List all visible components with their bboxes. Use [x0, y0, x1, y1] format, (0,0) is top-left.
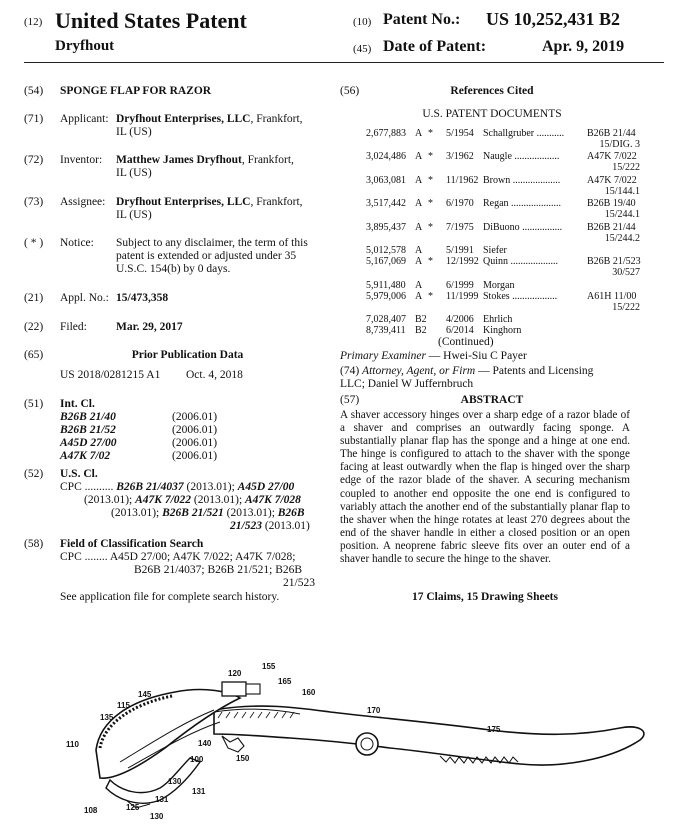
- reference-class: B26B 19/40: [587, 198, 636, 209]
- field-search-line-2: B26B 21/4037; B26B 21/521; B26B: [134, 564, 303, 576]
- assignee-value: Dryfhout Enterprises, LLC, Frankfort,: [116, 196, 303, 208]
- ref-label: 115: [117, 701, 130, 710]
- reference-kind: A: [415, 128, 423, 139]
- applicant-location: IL (US): [116, 126, 152, 138]
- reference-inventor: Brown ...................: [483, 175, 561, 186]
- abstract-text: A shaver accessory hinges over a sharp edge of a razor blade of a shaver and comprises an outwardly facing sponge. A substantially planar flap has the sponge and a hinge at one end. The hinge is configured to attach to the shaver with the sponge facing at least outwardly when the flap is hinged over the sharp edge of the razor blade of the shaver. A securing mechanism coupled to another end opposite the one end is configured to variably attach the another end of the substantially planar flap to the shaver when the hinge rotates at least 270 degrees about the end of the shaver handle in either a closed position or an open position. A neoprene fabric sleeve fits over an outer end of a shaver handle to secure the hinge to the shaver.: [340, 409, 630, 566]
- reference-kind: A: [415, 222, 423, 233]
- kind-code: (12): [24, 16, 43, 28]
- f65-code: (65): [24, 349, 44, 361]
- prior-pub-number: US 2018/0281215 A1: [60, 369, 161, 381]
- int-cl-year: (2006.01): [172, 411, 218, 423]
- f51-code: (51): [24, 398, 44, 410]
- assignee-location: IL (US): [116, 209, 152, 221]
- int-cl-title: Int. Cl.: [60, 398, 95, 410]
- reference-number: 3,063,081: [366, 175, 406, 186]
- ref-label: 131: [192, 787, 206, 796]
- reference-class-secondary: 15/222: [612, 162, 640, 173]
- references-title: References Cited: [450, 85, 534, 97]
- reference-inventor: Schallgruber ...........: [483, 128, 565, 139]
- reference-date: 6/1970: [446, 198, 474, 209]
- reference-number: 3,024,486: [366, 151, 406, 162]
- reference-examiner-cited: *: [428, 256, 433, 267]
- int-cl-year: (2006.01): [172, 437, 218, 449]
- reference-kind: A: [415, 151, 423, 162]
- ref-label: 100: [190, 755, 204, 764]
- reference-class-secondary: 15/DIG. 3: [599, 139, 640, 150]
- notice-line-2: patent is extended or adjusted under 35: [116, 250, 297, 262]
- applicant-value: Dryfhout Enterprises, LLC, Frankfort,: [116, 113, 303, 125]
- reference-inventor: Morgan: [483, 280, 515, 291]
- int-cl-year: (2006.01): [172, 450, 218, 462]
- patent-no-label: Patent No.:: [383, 11, 461, 28]
- reference-class: B26B 21/44: [587, 222, 636, 233]
- reference-class-secondary: 15/144.1: [604, 186, 640, 197]
- reference-class-secondary: 30/527: [612, 267, 640, 278]
- cpc-line-1: CPC .......... B26B 21/4037 (2013.01); A45D 27/00: [60, 481, 295, 493]
- abstract-title: ABSTRACT: [460, 394, 524, 406]
- reference-number: 5,911,480: [366, 280, 406, 291]
- inventor-value: Matthew James Dryfhout, Frankfort,: [116, 154, 294, 166]
- ref-label: 175: [487, 725, 501, 734]
- reference-number: 5,167,069: [366, 256, 406, 267]
- reference-examiner-cited: *: [428, 128, 433, 139]
- reference-inventor: Ehrlich: [483, 314, 513, 325]
- reference-number: 5,012,578: [366, 245, 406, 256]
- reference-number: 7,028,407: [366, 314, 406, 325]
- patent-no-code: (10): [353, 16, 372, 28]
- reference-examiner-cited: *: [428, 175, 433, 186]
- reference-class: B26B 21/44: [587, 128, 636, 139]
- ref-label: 120: [228, 669, 242, 678]
- ref-label: 131: [155, 795, 169, 804]
- reference-date: 4/2006: [446, 314, 474, 325]
- notice-code: ( * ): [24, 237, 44, 249]
- f58-code: (58): [24, 538, 44, 550]
- document-title: United States Patent: [55, 8, 247, 33]
- ref-label: 165: [278, 677, 292, 686]
- attorney-line-1: (74) Attorney, Agent, or Firm — Patents and Licensing: [340, 365, 594, 377]
- int-cl-code: B26B 21/40: [60, 411, 116, 423]
- reference-kind: B2: [415, 314, 427, 325]
- reference-date: 11/1999: [446, 291, 479, 302]
- reference-examiner-cited: *: [428, 198, 433, 209]
- cpc-line-4: 21/523 (2013.01): [230, 520, 310, 532]
- prior-pub-date: Oct. 4, 2018: [186, 369, 243, 381]
- ref-label: 125: [126, 803, 140, 812]
- ref-label: 150: [236, 754, 250, 763]
- cpc-line-2: (2013.01); A47K 7/022 (2013.01); A47K 7/028: [84, 494, 301, 506]
- reference-inventor: Quinn ...................: [483, 256, 558, 267]
- reference-number: 3,895,437: [366, 222, 406, 233]
- reference-kind: A: [415, 256, 423, 267]
- reference-inventor: Regan ....................: [483, 198, 562, 209]
- ref-label: 140: [198, 739, 212, 748]
- reference-kind: A: [415, 245, 423, 256]
- ref-label: 108: [84, 806, 98, 815]
- reference-kind: A: [415, 198, 423, 209]
- ref-label: 135: [100, 713, 114, 722]
- reference-inventor: Stokes ..................: [483, 291, 558, 302]
- field-search-line-3: 21/523: [283, 577, 315, 589]
- f56-code: (56): [340, 85, 360, 97]
- int-cl-code: A47K 7/02: [60, 450, 111, 462]
- reference-class: A47K 7/022: [587, 151, 637, 162]
- f54-code: (54): [24, 85, 44, 97]
- notice-label: Notice:: [60, 237, 94, 249]
- reference-inventor: Siefer: [483, 245, 507, 256]
- reference-date: 3/1962: [446, 151, 474, 162]
- reference-examiner-cited: *: [428, 222, 433, 233]
- int-cl-code: B26B 21/52: [60, 424, 116, 436]
- int-cl-code: A45D 27/00: [60, 437, 117, 449]
- f57-code: (57): [340, 394, 360, 406]
- reference-number: 3,517,442: [366, 198, 406, 209]
- inventor-location: IL (US): [116, 167, 152, 179]
- patent-date: Apr. 9, 2019: [542, 38, 625, 55]
- date-label: Date of Patent:: [383, 38, 487, 55]
- f73-code: (73): [24, 196, 44, 208]
- f52-code: (52): [24, 468, 44, 480]
- claims-summary: 17 Claims, 15 Drawing Sheets: [412, 591, 558, 603]
- reference-class: B26B 21/523: [587, 256, 641, 267]
- reference-class: A47K 7/022: [587, 175, 637, 186]
- search-history-note: See application file for complete search history.: [60, 591, 280, 603]
- reference-number: 8,739,411: [366, 325, 406, 336]
- reference-class: A61H 11/00: [587, 291, 637, 302]
- reference-inventor: Kinghorn: [483, 325, 522, 336]
- ref-label: 170: [367, 706, 381, 715]
- field-search-title: Field of Classification Search: [60, 538, 204, 550]
- us-docs-title: U.S. PATENT DOCUMENTS: [422, 108, 562, 120]
- f22-code: (22): [24, 321, 44, 333]
- us-cl-title: U.S. Cl.: [60, 468, 98, 480]
- patent-number: US 10,252,431 B2: [486, 9, 621, 29]
- ref-label: 130: [168, 777, 182, 786]
- reference-class-secondary: 15/222: [612, 302, 640, 313]
- reference-kind: A: [415, 291, 423, 302]
- primary-examiner: Primary Examiner — Hwei-Siu C Payer: [340, 350, 527, 362]
- date-code: (45): [353, 43, 372, 55]
- ref-label: 110: [66, 740, 79, 749]
- int-cl-year: (2006.01): [172, 424, 218, 436]
- prior-pub-title: Prior Publication Data: [131, 349, 244, 361]
- invention-title: SPONGE FLAP FOR RAZOR: [60, 85, 212, 97]
- continued-note: (Continued): [438, 336, 494, 348]
- reference-inventor: DiBuono ................: [483, 222, 563, 233]
- applicant-label: Applicant:: [60, 113, 109, 125]
- reference-inventor: Naugle ..................: [483, 151, 560, 162]
- inventor-short: Dryfhout: [55, 38, 115, 54]
- reference-date: 11/1962: [446, 175, 479, 186]
- notice-line-3: U.S.C. 154(b) by 0 days.: [116, 263, 231, 275]
- reference-class-secondary: 15/244.2: [604, 233, 640, 244]
- f21-code: (21): [24, 292, 44, 304]
- reference-date: 6/1999: [446, 280, 474, 291]
- filed-value: Mar. 29, 2017: [116, 321, 183, 333]
- appl-no-value: 15/473,358: [116, 292, 169, 304]
- notice-line-1: Subject to any disclaimer, the term of this: [116, 237, 308, 249]
- filed-label: Filed:: [60, 321, 87, 333]
- reference-class-secondary: 15/244.1: [604, 209, 640, 220]
- reference-date: 7/1975: [446, 222, 474, 233]
- ref-label: 145: [138, 690, 152, 699]
- reference-date: 5/1991: [446, 245, 474, 256]
- inventor-label: Inventor:: [60, 154, 103, 166]
- reference-number: 2,677,883: [366, 128, 406, 139]
- reference-number: 5,979,006: [366, 291, 406, 302]
- reference-kind: B2: [415, 325, 427, 336]
- reference-examiner-cited: *: [428, 151, 433, 162]
- f71-code: (71): [24, 113, 44, 125]
- attorney-line-2: LLC; Daniel W Juffernbruch: [340, 378, 474, 390]
- ref-label: 160: [302, 688, 316, 697]
- reference-examiner-cited: *: [428, 291, 433, 302]
- reference-date: 5/1954: [446, 128, 474, 139]
- appl-no-label: Appl. No.:: [60, 292, 109, 304]
- f72-code: (72): [24, 154, 44, 166]
- reference-date: 6/2014: [446, 325, 474, 336]
- field-search-line-1: CPC ........ A45D 27/00; A47K 7/022; A47K 7/028;: [60, 551, 296, 563]
- razor-drawing: [0, 640, 689, 839]
- header-rule: [24, 62, 664, 63]
- ref-label: 155: [262, 662, 276, 671]
- reference-kind: A: [415, 280, 423, 291]
- ref-label: 130: [150, 812, 164, 821]
- assignee-label: Assignee:: [60, 196, 106, 208]
- reference-date: 12/1992: [446, 256, 479, 267]
- reference-kind: A: [415, 175, 423, 186]
- cpc-line-3: (2013.01); B26B 21/521 (2013.01); B26B: [111, 507, 305, 519]
